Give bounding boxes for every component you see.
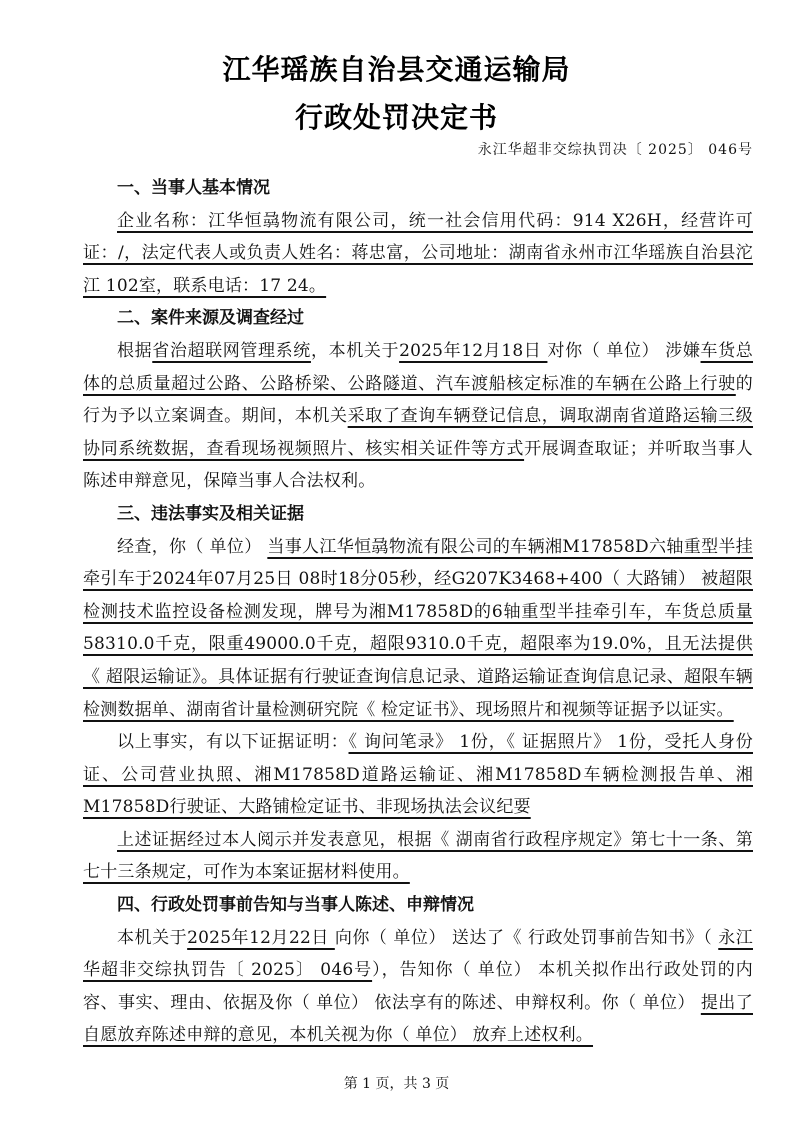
section-heading: 三、违法事实及相关证据: [117, 503, 304, 524]
underlined-text: 《 询问笔录》 1份，《 证据照片》 1份，受托人身份证、公司营业执照、湘M17858D道路运输证、湘M17858D车辆检测报告单、湘M17858D行驶证、大路铺检定证书、非现场执法会议纪要: [83, 732, 753, 818]
section-heading: 二、案件来源及调查经过: [117, 308, 304, 329]
text-run: ），告知你（ 单位） 本机关拟作出行政处罚的内容、事实、理由、依据及你（ 单位） 依法享有的陈述、申辩权利。你（ 单位）: [83, 960, 753, 1013]
section-heading: 一、当事人基本情况: [117, 178, 270, 198]
section-violation-facts: [83, 498, 753, 889]
text-run: ，本机关于: [310, 340, 400, 361]
underlined-text: 2025年12月22日: [187, 927, 335, 948]
text-run: 本机关于: [117, 927, 188, 948]
text-run: 根据: [117, 340, 153, 361]
paragraph: [83, 531, 753, 727]
page-indicator: 第 1 页，共 3 页: [343, 1076, 450, 1092]
text-run: 对你（ 单位） 涉嫌: [547, 340, 701, 361]
text-run: 开展调查取证；并听取当事人陈述申辩意见，保障当事人合法权利。: [83, 438, 753, 492]
underlined-text: 采取了查询车辆登记信息，调取湖南省道路运输三级协同系统数据，查看现场视频照片、核实相关证件等方式: [83, 406, 754, 459]
paragraph: [83, 726, 753, 824]
paragraph: [83, 922, 753, 1052]
section-case-source: [83, 302, 753, 498]
text-run: 经查，你（ 单位）: [117, 536, 268, 557]
paragraph: [83, 824, 753, 889]
document-number: 永江华超非交综执罚决〔 2025〕 046号: [477, 142, 753, 158]
underlined-text: 提出了自愿放弃陈述申辩的意见，本机关视为你（ 单位） 放弃上述权利。: [83, 992, 753, 1046]
underlined-text: 当事人江华恒骉物流有限公司的车辆湘M17858D六轴重型半挂牵引车于2024年07月25日 08时18分05秒，经G207K3468+400（ 大路铺） 被超限检测技术监控设备检测发现，牌号为湘M17858D的6轴重型半挂牵引车，车货总质量58310.0千克，限重49000.0千克，超限9310.0千克，超限率为19.0%，且无法提供《 超限运输证》。具体证据有行驶证查询信息记录、道路运输证查询信息记录、超限车辆检测数据单、湖南省计量检测研究院《 检定证书》、现场照片和视频等证据予以证实。: [83, 536, 753, 720]
text-run: 以上事实，有以下证据证明：: [117, 732, 349, 753]
underlined-text: 企业名称：江华恒骉物流有限公司，统一社会信用代码：914 X26H，经营许可证：/，法定代表人或负责人姓名：蒋忠富，公司地址：湖南省永州市江华瑶族自治县沱江 102室，联系电话：17 24。: [83, 210, 753, 296]
text-run: 的行为予以立案调查。期间，本机关: [83, 373, 753, 427]
underlined-text: 2025年12月18日: [399, 340, 548, 361]
section-party-info: [83, 172, 753, 302]
document-body: [83, 172, 753, 1052]
underlined-text: 永江华超非交综执罚告〔 2025〕 046号: [83, 927, 753, 981]
section-heading: 四、行政处罚事前告知与当事人陈述、申辩情况: [117, 895, 474, 916]
agency-title: 江华瑶族自治县交通运输局: [222, 53, 571, 86]
paragraph: [83, 205, 753, 303]
section-prior-notice: [83, 889, 753, 1052]
underlined-text: 车货总体的总质量超过公路、公路桥梁、公路隧道、汽车渡船核定标准的车辆在公路上行驶: [83, 340, 754, 394]
text-run: 向你（ 单位） 送达了《 行政处罚事前告知书》（: [334, 927, 719, 948]
underlined-text: 上述证据经过本人阅示并发表意见，根据《 湖南省行政程序规定》第七十一条、第七十三条规定，可作为本案证据材料使用。: [83, 829, 753, 883]
document-title: 行政处罚决定书: [294, 101, 498, 134]
paragraph: [83, 335, 753, 498]
underlined-text: 省治超联网管理系统: [152, 340, 311, 361]
